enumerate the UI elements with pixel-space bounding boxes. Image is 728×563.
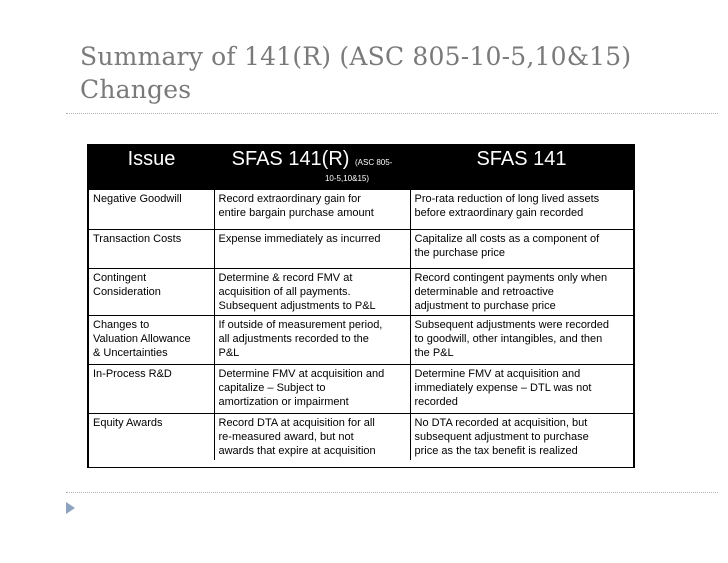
table-row — [89, 413, 633, 460]
table-row — [89, 229, 633, 268]
sfas141-cell — [410, 189, 633, 229]
issue-cell — [89, 413, 214, 460]
comparison-table-container — [87, 144, 635, 468]
issue-cell — [89, 189, 214, 229]
table-row — [89, 268, 633, 315]
cell-text-line: acquisition of all payments. — [218, 285, 351, 298]
cell-text-line: No DTA recorded at acquisition, but — [414, 416, 588, 429]
cell-text-line: Subsequent adjustments to P&L — [218, 299, 376, 312]
comparison-table — [89, 145, 633, 460]
cell-text-line: Capitalize all costs as a component of — [414, 232, 600, 245]
sfas141-cell — [410, 268, 633, 315]
table-body — [89, 189, 633, 460]
cell-text-line: Record contingent payments only when — [414, 271, 608, 284]
sfas141r-cell — [214, 229, 410, 268]
cell-text-line: Changes to — [93, 318, 150, 331]
table-header-row — [89, 145, 633, 189]
cell-text-line: entire bargain purchase amount — [218, 206, 374, 219]
sfas141r-cell — [214, 268, 410, 315]
cell-text-line: Determine FMV at acquisition and — [414, 367, 581, 380]
cell-text-line: Valuation Allowance — [93, 332, 191, 345]
header-sfas141r — [214, 145, 410, 189]
cell-text-line: Determine FMV at acquisition and — [218, 367, 385, 380]
header-sfas141: SFAS 141 — [476, 148, 567, 170]
header-issue: Issue — [127, 148, 176, 170]
cell-text-line: In-Process R&D — [93, 367, 172, 380]
cell-text-line: Determine & record FMV at — [218, 271, 353, 284]
cell-text-line: subsequent adjustment to purchase — [414, 430, 589, 443]
issue-cell — [89, 268, 214, 315]
cell-text-line: before extraordinary gain recorded — [414, 206, 584, 219]
cell-text-line: Equity Awards — [93, 416, 163, 429]
cell-text-line: Negative Goodwill — [93, 192, 182, 205]
cell-text-line: recorded — [414, 395, 458, 408]
sfas141-cell — [410, 413, 633, 460]
sfas141-cell — [410, 229, 633, 268]
bullet-arrow-icon — [66, 502, 75, 514]
cell-text-line: capitalize – Subject to — [218, 381, 326, 394]
table-row — [89, 364, 633, 413]
cell-text-line: Consideration — [93, 285, 161, 298]
cell-text-line: amortization or impairment — [218, 395, 349, 408]
cell-text-line: determinable and retroactive — [414, 285, 554, 298]
cell-text-line: immediately expense – DTL was not — [414, 381, 592, 394]
slide-title — [80, 40, 680, 106]
cell-text-line: Expense immediately as incurred — [218, 232, 381, 245]
sfas141r-cell — [214, 189, 410, 229]
cell-text-line: Subsequent adjustments were recorded — [414, 318, 609, 331]
cell-text-line: to goodwill, other intangibles, and then — [414, 332, 603, 345]
header-sfas141r-sub1: (ASC 805- — [355, 158, 393, 167]
title-divider — [66, 113, 718, 114]
footer-divider — [66, 492, 718, 493]
table-row — [89, 189, 633, 229]
cell-text-line: price as the tax benefit is realized — [414, 444, 578, 457]
cell-text-line: Record extraordinary gain for — [218, 192, 361, 205]
cell-text-line: Transaction Costs — [93, 232, 182, 245]
table-row — [89, 315, 633, 364]
cell-text-line: all adjustments recorded to the — [218, 332, 369, 345]
sfas141r-cell — [214, 364, 410, 413]
cell-text-line: If outside of measurement period, — [218, 318, 383, 331]
slide-title-line-1: Summary of 141(R) (ASC 805-10-5,10&15) — [80, 42, 632, 71]
cell-text-line: Pro-rata reduction of long lived assets — [414, 192, 600, 205]
issue-cell — [89, 229, 214, 268]
cell-text-line: the purchase price — [414, 246, 505, 259]
header-sfas141r-sub2: 10-5,10&15) — [324, 174, 370, 183]
cell-text-line: the P&L — [414, 346, 454, 359]
slide-title-line-2: Changes — [80, 75, 192, 104]
cell-text-line: re-measured award, but not — [218, 430, 354, 443]
cell-text-line: P&L — [218, 346, 240, 359]
cell-text-line: adjustment to purchase price — [414, 299, 556, 312]
cell-text-line: Record DTA at acquisition for all — [218, 416, 375, 429]
cell-text-line: & Uncertainties — [93, 346, 168, 359]
issue-cell — [89, 315, 214, 364]
sfas141-cell — [410, 364, 633, 413]
sfas141r-cell — [214, 413, 410, 460]
sfas141r-cell — [214, 315, 410, 364]
issue-cell — [89, 364, 214, 413]
cell-text-line: Contingent — [93, 271, 147, 284]
header-sfas141r-main: SFAS 141(R) — [231, 148, 350, 170]
cell-text-line: awards that expire at acquisition — [218, 444, 376, 457]
sfas141-cell — [410, 315, 633, 364]
